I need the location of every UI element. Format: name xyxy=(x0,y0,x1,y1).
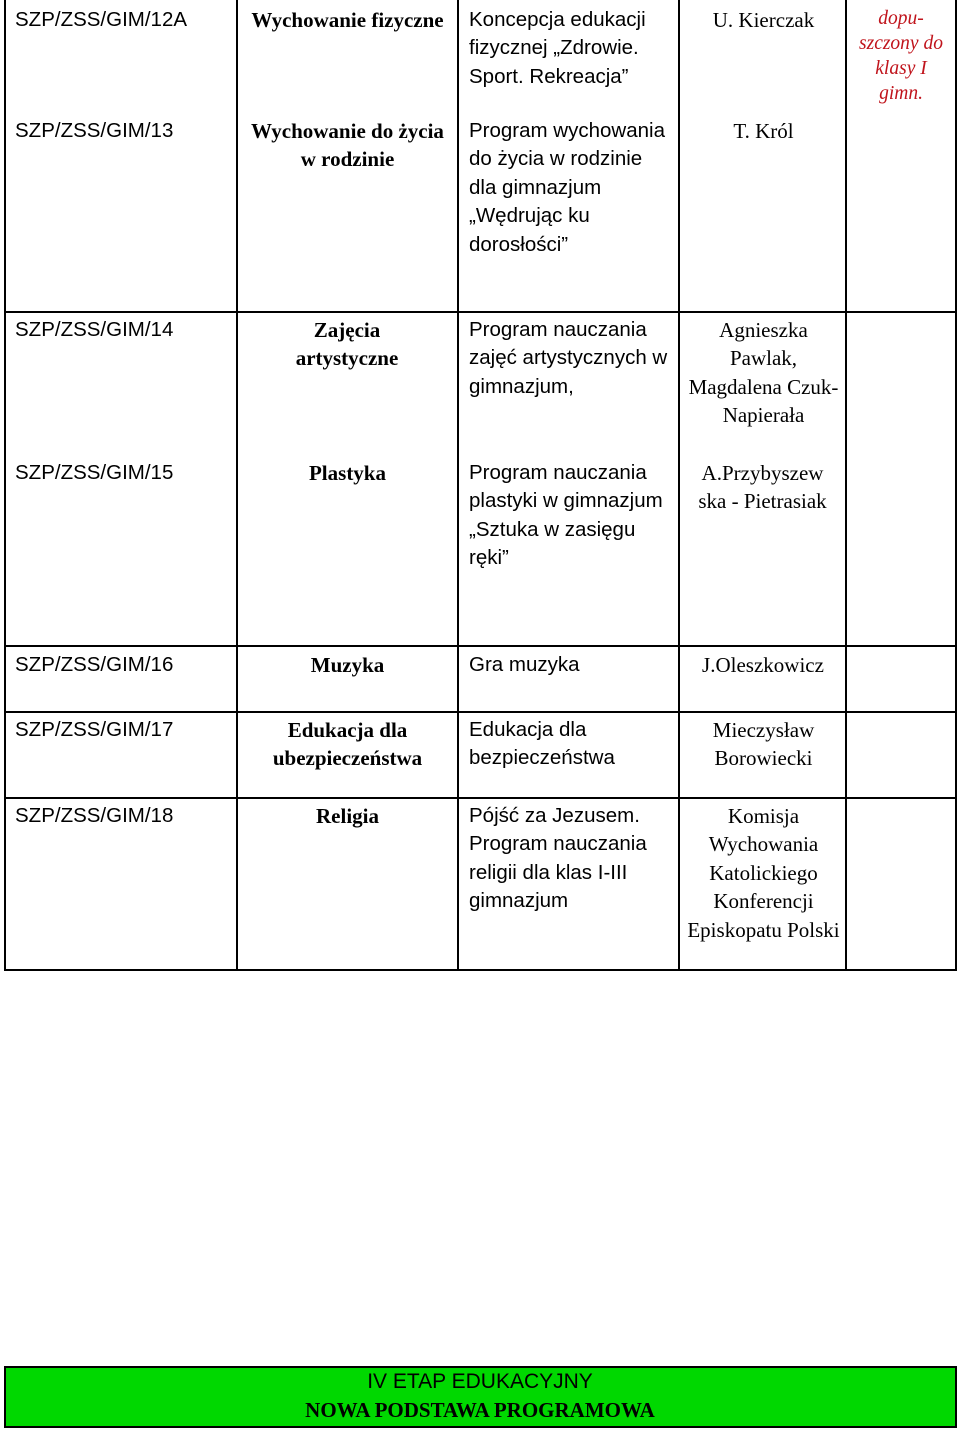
row-divider xyxy=(4,311,957,313)
row-program: Koncepcja edukacji fizycznej „Zdrowie. Sport. Rekreacja” xyxy=(469,8,646,88)
row-code: SZP/ZSS/GIM/15 xyxy=(15,461,174,484)
column-divider xyxy=(236,0,238,971)
row-author: A.Przybyszew ska - Pietrasiak xyxy=(698,461,827,514)
column-divider xyxy=(457,0,459,971)
row-subject: Wychowanie fizyczne xyxy=(251,8,444,32)
row-code: SZP/ZSS/GIM/13 xyxy=(15,119,174,142)
row-program: Edukacja dla bezpieczeństwa xyxy=(469,718,615,770)
row-author: J.Oleszkowicz xyxy=(702,653,824,677)
curriculum-heading: NOWA PODSTAWA PROGRAMOWA xyxy=(305,1398,655,1422)
row-divider xyxy=(4,797,957,799)
row-subject: Religia xyxy=(316,804,379,828)
row-author: Komisja Wychowania Katolickiego Konferencji Episkopatu Polski xyxy=(687,804,840,942)
row-divider xyxy=(4,645,957,647)
row-program: Pójść za Jezusem. Program nauczania religii dla klas I-III gimnazjum xyxy=(469,804,647,913)
row-program: Program nauczania zajęć artystycznych w gimnazjum, xyxy=(469,318,668,398)
row-subject: Edukacja dla ubezpieczeństwa xyxy=(272,718,423,771)
row-code: SZP/ZSS/GIM/14 xyxy=(15,318,174,341)
row-program: Program wychowania do życia w rodzinie dla gimnazjum „Wędrując ku dorosłości” xyxy=(469,119,665,256)
stage-heading: IV ETAP EDUKACYJNY xyxy=(367,1370,593,1393)
row-code: SZP/ZSS/GIM/16 xyxy=(15,653,174,676)
row-author: U. Kierczak xyxy=(712,8,815,32)
column-divider xyxy=(678,0,680,971)
row-author: Agnieszka Pawlak, Magdalena Czuk-Napierała xyxy=(688,318,839,428)
row-code: SZP/ZSS/GIM/12A xyxy=(15,8,188,31)
row-code: SZP/ZSS/GIM/18 xyxy=(15,804,174,827)
row-program: Program nauczania plastyki w gimnazjum „Sztuka w zasięgu ręki” xyxy=(469,461,663,570)
row-subject: Wychowanie do życia w rodzinie xyxy=(251,119,444,172)
row-divider xyxy=(4,711,957,713)
row-author: Mieczysław Borowiecki xyxy=(712,718,815,771)
row-subject: Muzyka xyxy=(310,653,385,677)
row-author: T. Król xyxy=(733,119,794,143)
approval-note: dopu-szczony do klasy I gimn. xyxy=(859,8,943,104)
row-subject: Zajęcia artystyczne xyxy=(295,318,399,371)
column-divider xyxy=(845,0,847,971)
row-program: Gra muzyka xyxy=(469,653,580,676)
row-subject: Plastyka xyxy=(308,461,386,485)
row-code: SZP/ZSS/GIM/17 xyxy=(15,718,174,741)
